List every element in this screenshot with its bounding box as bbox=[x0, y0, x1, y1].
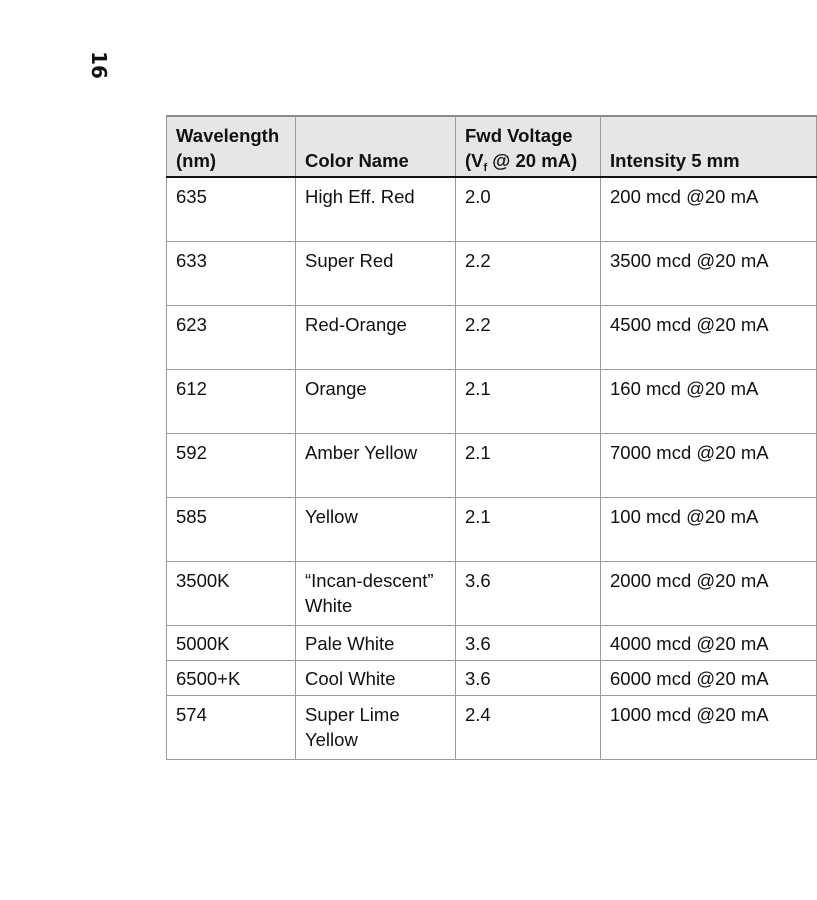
cell-intensity: 4500 mcd @20 mA bbox=[601, 306, 817, 370]
cell-wavelength: 623 bbox=[167, 306, 296, 370]
table-row bbox=[167, 626, 817, 661]
cell-wavelength: 612 bbox=[167, 370, 296, 434]
header-wavelength bbox=[167, 116, 296, 177]
cell-color-name: High Eff. Red bbox=[296, 177, 456, 242]
cell-intensity: 160 mcd @20 mA bbox=[601, 370, 817, 434]
table-row bbox=[167, 242, 817, 306]
cell-intensity: 6000 mcd @20 mA bbox=[601, 661, 817, 696]
page-number: 16 bbox=[87, 51, 111, 79]
cell-wavelength: 633 bbox=[167, 242, 296, 306]
header-color-name: Color Name bbox=[296, 116, 456, 177]
cell-voltage: 3.6 bbox=[456, 562, 601, 626]
cell-wavelength: 3500K bbox=[167, 562, 296, 626]
header-wavelength-line2: (nm) bbox=[176, 150, 217, 171]
cell-wavelength: 592 bbox=[167, 434, 296, 498]
header-fwd-voltage-subscript: f bbox=[483, 162, 488, 174]
table-row bbox=[167, 562, 817, 626]
cell-wavelength: 585 bbox=[167, 498, 296, 562]
cell-wavelength: 635 bbox=[167, 177, 296, 242]
table-row bbox=[167, 661, 817, 696]
table-header-row bbox=[167, 116, 817, 177]
cell-voltage: 2.1 bbox=[456, 434, 601, 498]
cell-wavelength: 574 bbox=[167, 696, 296, 760]
header-fwd-voltage-line2 bbox=[465, 148, 591, 173]
cell-voltage: 3.6 bbox=[456, 661, 601, 696]
cell-wavelength: 6500+K bbox=[167, 661, 296, 696]
header-wavelength-line1: Wavelength bbox=[176, 125, 280, 146]
cell-voltage: 2.2 bbox=[456, 242, 601, 306]
header-intensity: Intensity 5 mm bbox=[601, 116, 817, 177]
cell-color-name: Cool White bbox=[296, 661, 456, 696]
cell-color-name: Super Red bbox=[296, 242, 456, 306]
cell-color-name: Yellow bbox=[296, 498, 456, 562]
table-row bbox=[167, 434, 817, 498]
table-row bbox=[167, 696, 817, 760]
header-fwd-voltage-suffix: @ 20 mA) bbox=[487, 150, 578, 171]
cell-voltage: 3.6 bbox=[456, 626, 601, 661]
cell-intensity: 200 mcd @20 mA bbox=[601, 177, 817, 242]
cell-intensity: 7000 mcd @20 mA bbox=[601, 434, 817, 498]
cell-wavelength: 5000K bbox=[167, 626, 296, 661]
table-row bbox=[167, 306, 817, 370]
cell-intensity: 2000 mcd @20 mA bbox=[601, 562, 817, 626]
cell-color-name: Red-Orange bbox=[296, 306, 456, 370]
cell-intensity: 4000 mcd @20 mA bbox=[601, 626, 817, 661]
led-spec-table-container bbox=[166, 115, 769, 760]
header-fwd-voltage-prefix: (V bbox=[465, 150, 484, 171]
cell-voltage: 2.2 bbox=[456, 306, 601, 370]
cell-color-name: Pale White bbox=[296, 626, 456, 661]
cell-color-name: Super Lime Yellow bbox=[296, 696, 456, 760]
cell-voltage: 2.0 bbox=[456, 177, 601, 242]
header-fwd-voltage bbox=[456, 116, 601, 177]
table-row bbox=[167, 177, 817, 242]
cell-color-name: Amber Yellow bbox=[296, 434, 456, 498]
cell-intensity: 3500 mcd @20 mA bbox=[601, 242, 817, 306]
cell-voltage: 2.4 bbox=[456, 696, 601, 760]
cell-intensity: 100 mcd @20 mA bbox=[601, 498, 817, 562]
led-spec-table bbox=[166, 115, 817, 760]
cell-voltage: 2.1 bbox=[456, 498, 601, 562]
table-row bbox=[167, 370, 817, 434]
cell-intensity: 1000 mcd @20 mA bbox=[601, 696, 817, 760]
cell-voltage: 2.1 bbox=[456, 370, 601, 434]
table-row bbox=[167, 498, 817, 562]
header-fwd-voltage-line1: Fwd Voltage bbox=[465, 125, 573, 146]
cell-color-name: “Incan-descent” White bbox=[296, 562, 456, 626]
cell-color-name: Orange bbox=[296, 370, 456, 434]
